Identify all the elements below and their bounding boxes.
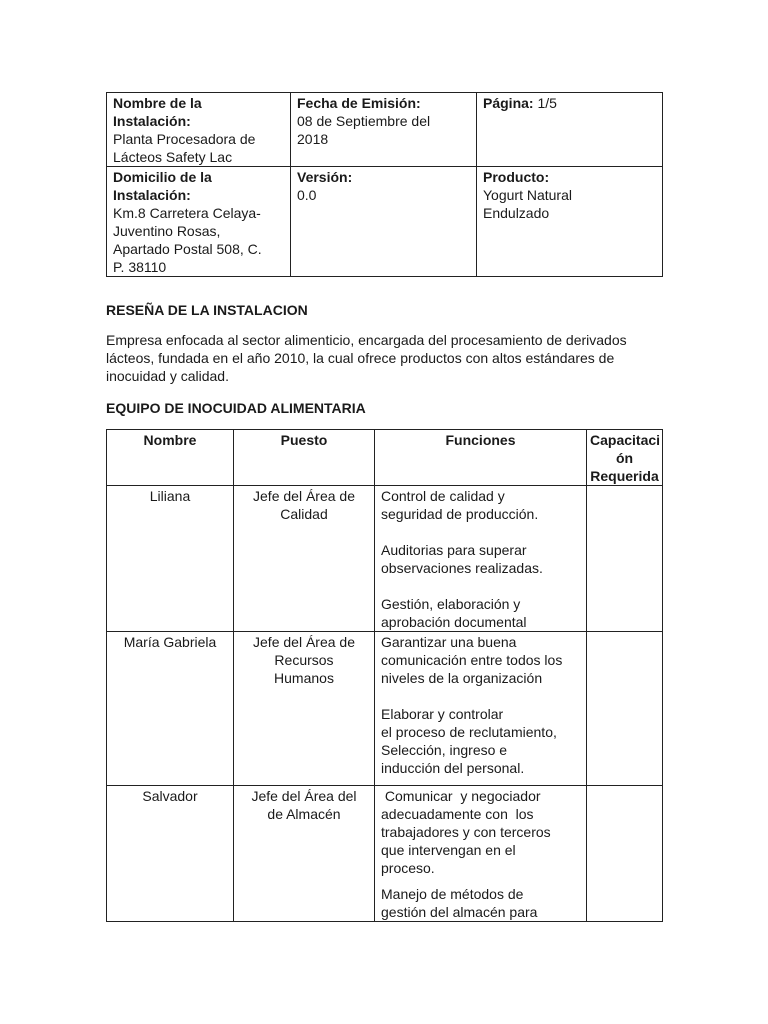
- equipo-heading: EQUIPO DE INOCUIDAD ALIMENTARIA: [106, 400, 366, 416]
- table-row: [107, 786, 663, 922]
- pagina-cell: [477, 93, 663, 167]
- puesto-cell: Jefe del Área del de Almacén: [234, 786, 375, 922]
- nombre-cell: Salvador: [107, 786, 234, 922]
- funciones-text: Manejo de métodos de gestión del almacén para: [381, 886, 538, 920]
- funciones-text: Comunicar y negociador adecuadamente con los trabajadores y con terceros que intervengan en el proceso.: [381, 788, 551, 876]
- producto-value: Yogurt Natural Endulzado: [483, 187, 572, 221]
- table-header-row: [107, 430, 663, 486]
- producto-label: Producto:: [483, 169, 550, 185]
- capacitacion-cell: [587, 632, 663, 786]
- column-header-puesto: Puesto: [234, 430, 375, 486]
- fecha-value: 08 de Septiembre del 2018: [297, 113, 431, 147]
- column-header-funciones: Funciones: [375, 430, 587, 486]
- capacitacion-cell: [587, 486, 663, 632]
- nombre-cell: María Gabriela: [107, 632, 234, 786]
- producto-cell: [477, 167, 663, 277]
- nombre-value: Planta Procesadora de Lácteos Safety Lac: [113, 131, 256, 165]
- nombre-label: Nombre de la Instalación:: [113, 95, 202, 129]
- fecha-cell: [291, 93, 477, 167]
- column-header-capacitacion: Capacitaci ón Requerida: [587, 430, 663, 486]
- version-cell: [291, 167, 477, 277]
- table-row: [107, 632, 663, 786]
- nombre-cell: Liliana: [107, 486, 234, 632]
- fecha-label: Fecha de Emisión:: [297, 95, 421, 111]
- domicilio-label: Domicilio de la Instalación:: [113, 169, 212, 203]
- funciones-cell: [375, 486, 587, 632]
- puesto-cell: Jefe del Área de Recursos Humanos: [234, 632, 375, 786]
- version-value: 0.0: [297, 187, 317, 203]
- pagina-label: Página:: [483, 95, 534, 111]
- funciones-text: Garantizar una buena comunicación entre todos los niveles de la organización Elaborar y controlar el proceso de reclutamiento, Selección, ingreso e inducción del personal.: [381, 634, 563, 776]
- funciones-cell: [375, 632, 587, 786]
- capacitacion-cell: [587, 786, 663, 922]
- table-row: [107, 486, 663, 632]
- domicilio-cell: [107, 167, 291, 277]
- funciones-cell: [375, 786, 587, 922]
- pagina-value: 1/5: [537, 95, 557, 111]
- column-header-nombre: Nombre: [107, 430, 234, 486]
- resena-paragraph: Empresa enfocada al sector alimenticio, encargada del procesamiento de derivados lácteos, fundada en el año 2010, la cual ofrece productos con altos estándares de inocuidad y calidad.: [106, 332, 627, 384]
- resena-heading: RESEÑA DE LA INSTALACION: [106, 302, 308, 318]
- nombre-cell: [107, 93, 291, 167]
- puesto-cell: Jefe del Área de Calidad: [234, 486, 375, 632]
- header-table: [106, 92, 663, 277]
- version-label: Versión:: [297, 169, 353, 185]
- funciones-text: Control de calidad y seguridad de producción. Auditorias para superar observaciones realizadas. Gestión, elaboración y aprobación documental: [381, 488, 543, 630]
- team-table: [106, 429, 663, 922]
- domicilio-value: Km.8 Carretera Celaya- Juventino Rosas, Apartado Postal 508, C. P. 38110: [113, 205, 262, 275]
